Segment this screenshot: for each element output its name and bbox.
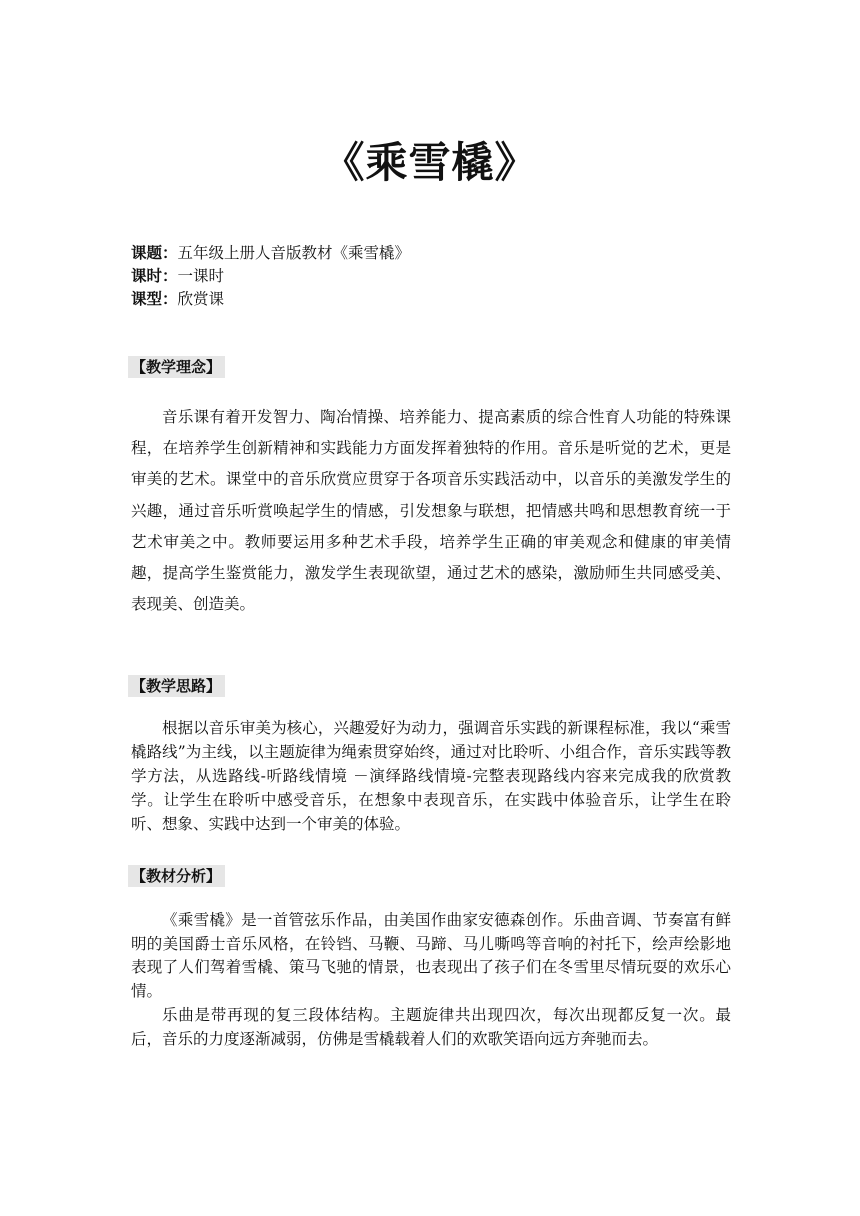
meta-key: 课型： xyxy=(131,290,178,308)
meta-value: 五年级上册人音版教材《乘雪橇》 xyxy=(177,244,411,262)
document-title: 《乘雪橇》 xyxy=(322,138,538,187)
section-heading-teaching-philosophy: 【教学理念】 xyxy=(128,356,225,378)
section-heading-material-analysis: 【教材分析】 xyxy=(128,865,225,887)
meta-value: 欣赏课 xyxy=(177,290,225,308)
paragraph-teaching-approach: 根据以音乐审美为核心，兴趣爱好为动力，强调音乐实践的新课程标准，我以“乘雪橇路线”为主线，以主题旋律为绳索贯穿始终，通过对比聆听、小组合作，音乐实践等教学方法，从选路线-听路线情境 －演绎路线情境-完整表现路线内容来完成我的欣赏教学。让学生在聆听中感受音乐，在想象中表现音乐，在实践中体验音乐，让学生在聆听、想象、实践中达到一个审美的体验。 xyxy=(131,719,731,833)
meta-row-period xyxy=(131,265,410,288)
paragraph-material-analysis-2: 乐曲是带再现的复三段体结构。主题旋律共出现四次，每次出现都反复一次。最后，音乐的力度逐渐减弱，仿佛是雪橇载着人们的欢歌笑语向远方奔驰而去。 xyxy=(131,1006,731,1048)
meta-key: 课时： xyxy=(131,267,178,285)
meta-key: 课题： xyxy=(131,244,178,262)
meta-row-type xyxy=(131,288,410,311)
paragraph-teaching-philosophy: 音乐课有着开发智力、陶冶情操、培养能力、提高素质的综合性育人功能的特殊课程，在培养学生创新精神和实践能力方面发挥着独特的作用。音乐是听觉的艺术，更是审美的艺术。课堂中的音乐欣赏应贯穿于各项音乐实践活动中，以音乐的美激发学生的兴趣，通过音乐听赏唤起学生的情感，引发想象与联想，把情感共鸣和思想教育统一于艺术审美之中。教师要运用多种艺术手段，培养学生正确的审美观念和健康的审美情趣，提高学生鉴赏能力，激发学生表现欲望，通过艺术的感染，激励师生共同感受美、表现美、创造美。 xyxy=(131,408,731,614)
meta-row-topic xyxy=(131,242,410,265)
meta-value: 一课时 xyxy=(177,267,225,285)
paragraph-material-analysis-1: 《乘雪橇》是一首管弦乐作品，由美国作曲家安德森创作。乐曲音调、节奏富有鲜明的美国爵士音乐风格，在铃铛、马鞭、马蹄、马儿嘶鸣等音响的衬托下，绘声绘影地表现了人们驾着雪橇、策马飞驰的情景，也表现出了孩子们在冬雪里尽情玩耍的欢乐心情。 xyxy=(131,911,731,1000)
section-heading-teaching-approach: 【教学思路】 xyxy=(128,675,225,697)
lesson-meta xyxy=(131,242,410,311)
